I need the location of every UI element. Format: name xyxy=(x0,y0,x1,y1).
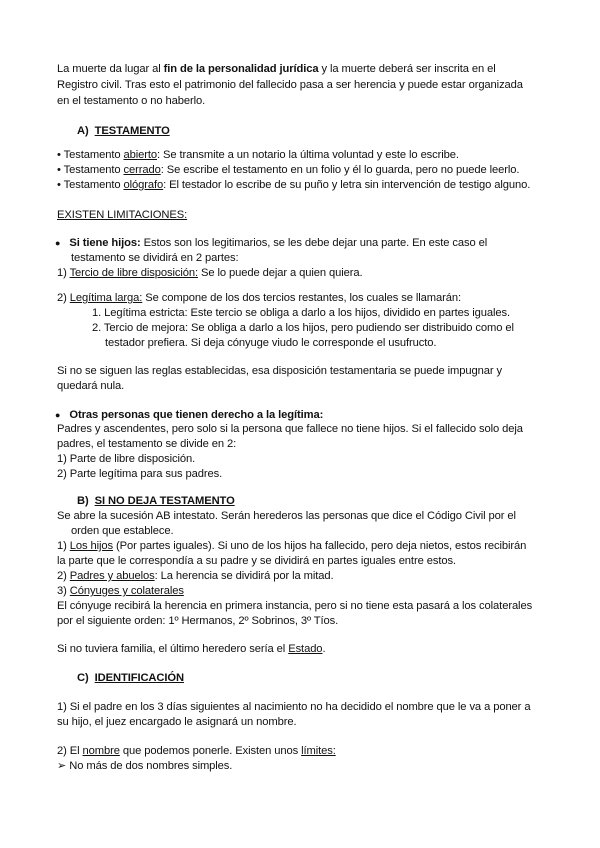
intro-line-3: en el testamento o no haberlo. xyxy=(57,95,206,107)
section-c-heading xyxy=(77,671,184,686)
section-title: TESTAMENTO xyxy=(94,125,170,137)
section-a-heading xyxy=(77,124,170,139)
hijos-text: (Por partes iguales). Si uno de los hijos ha fallecido, pero deja nietos, estos recibirán xyxy=(113,540,527,552)
intro-text: La muerte da lugar al xyxy=(57,63,164,75)
arrow-bullet-icon: ➢ xyxy=(57,760,67,772)
hijos-line-2: testamento se dividirá en 2 partes: xyxy=(71,252,239,264)
section-title: SI NO DEJA TESTAMENTO xyxy=(94,495,235,507)
limite-text: No más de dos nombres simples. xyxy=(66,760,233,772)
item-term: ológrafo xyxy=(123,179,164,191)
legitima-larga-term: Legítima larga: xyxy=(69,292,143,304)
identificacion-p1-line-1: 1) Si el padre en los 3 días siguientes al nacimiento no ha decidido el nombre que le va a poner a xyxy=(57,701,531,713)
estado-text: . xyxy=(322,643,326,655)
conyuges-term: Cónyuges y colaterales xyxy=(69,585,184,597)
otras-personas-heading xyxy=(55,408,323,423)
conyuge-text-line-2: por el siguiente orden: 1º Hermanos, 2º Sobrinos, 3º Tíos. xyxy=(57,615,339,627)
section-letter: B) xyxy=(77,495,89,507)
intro-line-2: Registro civil. Tras esto el patrimonio del fallecido pasa a ser herencia y puede estar organizada xyxy=(57,79,523,91)
testament-item-cerrado xyxy=(57,163,519,178)
hijos-bold-term: Si tiene hijos: xyxy=(69,237,141,249)
item-term: abierto xyxy=(123,149,157,161)
legitima-larga-line xyxy=(57,291,461,306)
nota-line-2: quedará nula. xyxy=(57,380,125,392)
section-title: IDENTIFICACIÓN xyxy=(94,672,184,684)
limites-term: límites: xyxy=(301,745,336,757)
hijos-heredero-line-2: la parte que le correspondía a su padre y se dividirá en partes iguales entre estos. xyxy=(57,555,456,567)
conyuges-line xyxy=(57,584,184,599)
otras-parte-1: 1) Parte de libre disposición. xyxy=(57,453,196,465)
otras-parte-2: 2) Parte legítima para sus padres. xyxy=(57,468,223,480)
otras-bold-term: Otras personas que tienen derecho a la legítima: xyxy=(69,409,324,421)
tercio-mejora-line-2: testador prefiera. Si deja cónyuge viudo le corresponde el usufructo. xyxy=(105,337,437,349)
section-letter: A) xyxy=(77,125,89,137)
tercio-mejora-line-1: 2. Tercio de mejora: Se obliga a darlo a los hijos, pero pudiendo ser distribuido como el xyxy=(92,322,514,334)
item-text: Testamento xyxy=(63,179,124,191)
item-text: Testamento xyxy=(63,164,124,176)
hijos-text: Estos son los legitimarios, se les debe dejar una parte. En este caso el xyxy=(140,237,488,249)
intro-bold-term: fin de la personalidad jurídica xyxy=(163,63,319,75)
legitima-larga-text: Se compone de los dos tercios restantes, los cuales se llamarán: xyxy=(142,292,462,304)
hijos-heredero-line-1 xyxy=(57,539,526,554)
bullet-icon: • xyxy=(57,179,61,191)
tercio-libre-term: Tercio de libre disposición: xyxy=(69,267,198,279)
conyuge-text-line-1: El cónyuge recibirá la herencia en primera instancia, pero si no tiene esta pasará a los colaterales xyxy=(57,600,533,612)
tercio-libre-text: Se lo puede dejar a quien quiera. xyxy=(197,267,363,279)
list-number: 1) xyxy=(57,267,70,279)
intestato-line-1: Se abre la sucesión AB intestato. Serán herederos las personas que dice el Código Civil por el xyxy=(57,510,516,522)
item-term: cerrado xyxy=(123,164,161,176)
otras-line-1: Padres y ascendentes, pero solo si la persona que fallece no tiene hijos. Si el fallecido solo deja xyxy=(57,423,523,435)
estado-line xyxy=(57,642,325,657)
estado-term: Estado xyxy=(288,643,323,655)
nombre-term: nombre xyxy=(82,745,120,757)
padres-abuelos-text: : La herencia se dividirá por la mitad. xyxy=(154,570,334,582)
intro-text: y la muerte deberá ser inscrita en el xyxy=(318,63,496,75)
bullet-icon: • xyxy=(57,149,61,161)
intro-line-1 xyxy=(57,62,496,77)
nombre-text: 2) El xyxy=(57,745,83,757)
nombre-line xyxy=(57,744,336,759)
list-number: 3) xyxy=(57,585,70,597)
nota-line-1: Si no se siguen las reglas establecidas, esa disposición testamentaria se puede impugnar y xyxy=(57,365,502,377)
intestato-line-2: orden que establece. xyxy=(71,525,174,537)
item-text: : El testador lo escribe de su puño y letra sin intervención de testigo alguno. xyxy=(163,179,531,191)
testament-item-abierto xyxy=(57,148,459,163)
section-b-heading xyxy=(77,494,235,509)
item-text: : Se escribe el testamento en un folio y él lo guarda, pero no puede leerlo. xyxy=(160,164,520,176)
testament-item-olografo xyxy=(57,178,530,193)
hijos-line-1 xyxy=(55,236,487,251)
item-text: Testamento xyxy=(63,149,124,161)
estado-text: Si no tuviera familia, el último heredero sería el xyxy=(57,643,289,655)
list-number: 1) xyxy=(57,540,70,552)
limite-item xyxy=(57,759,232,774)
nombre-text: que podemos ponerle. Existen unos xyxy=(119,745,302,757)
list-number: 2) xyxy=(57,292,70,304)
list-number: 2) xyxy=(57,570,70,582)
otras-line-2: padres, el testamento se divide en 2: xyxy=(57,438,237,450)
bullet-dot-icon: ● xyxy=(55,238,61,248)
padres-abuelos-line xyxy=(57,569,334,584)
padres-abuelos-term: Padres y abuelos xyxy=(69,570,155,582)
bullet-icon: • xyxy=(57,164,61,176)
section-letter: C) xyxy=(77,672,89,684)
limitaciones-heading: EXISTEN LIMITACIONES: xyxy=(57,209,188,221)
item-text: : Se transmite a un notario la última voluntad y este lo escribe. xyxy=(157,149,459,161)
legitima-estricta-line: 1. Legítima estricta: Este tercio se obliga a darlo a los hijos, dividido en partes iguales. xyxy=(92,307,511,319)
hijos-term: Los hijos xyxy=(69,540,114,552)
tercio-libre-line xyxy=(57,266,363,281)
identificacion-p1-line-2: su hijo, el juez encargado le asignará un nombre. xyxy=(57,716,297,728)
bullet-dot-icon: ● xyxy=(55,410,61,420)
